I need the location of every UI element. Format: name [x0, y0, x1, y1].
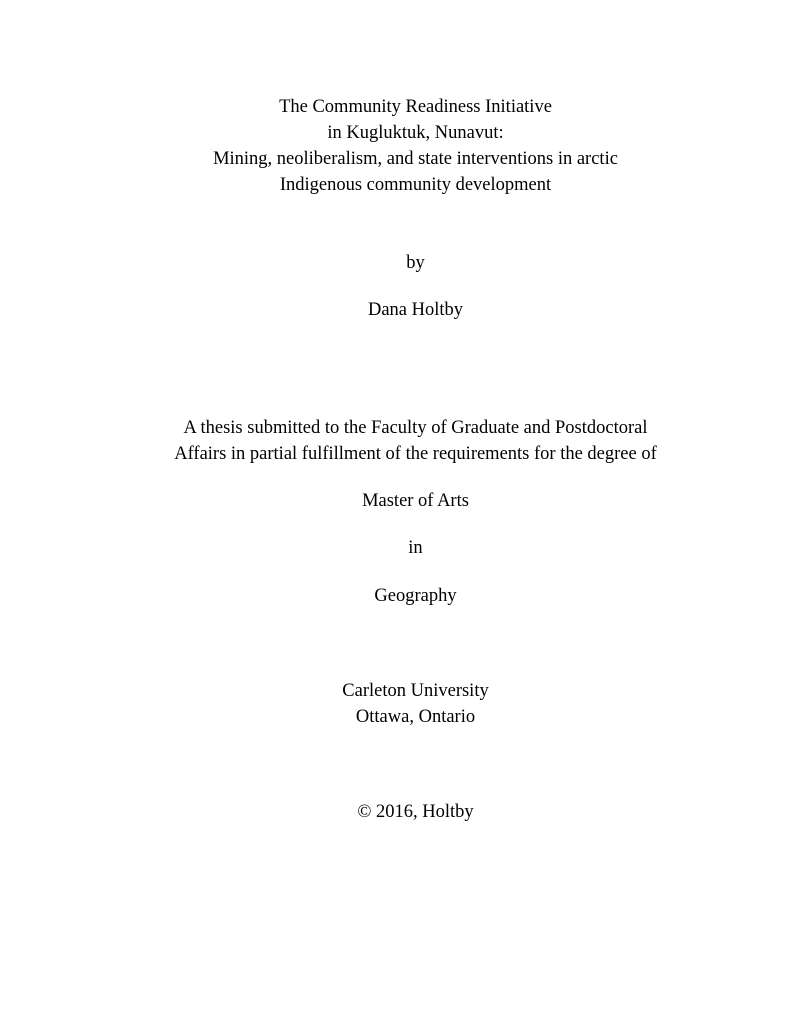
- thesis-title-line-4: Indigenous community development: [279, 175, 552, 195]
- submission-statement: [110, 415, 721, 467]
- university-location: Ottawa, Ontario: [355, 707, 476, 727]
- thesis-title-line-1: The Community Readiness Initiative: [279, 97, 552, 117]
- degree-in-label: in: [408, 538, 423, 558]
- submission-statement-line-2: Affairs in partial fulfillment of the requirements for the degree of: [174, 444, 657, 464]
- copyright-notice: © 2016, Holtby: [357, 802, 474, 822]
- thesis-title-line-3: Mining, neoliberalism, and state interventions in arctic: [213, 149, 618, 169]
- thesis-title: [110, 94, 721, 198]
- institution-block: [110, 678, 721, 730]
- author-name: Dana Holtby: [367, 300, 464, 320]
- thesis-title-line-2: in Kugluktuk, Nunavut:: [327, 123, 504, 143]
- byline-by-label: by: [406, 253, 425, 273]
- submission-statement-line-1: A thesis submitted to the Faculty of Graduate and Postdoctoral: [183, 418, 648, 438]
- degree-discipline: Geography: [374, 586, 457, 606]
- degree-name: Master of Arts: [362, 491, 469, 511]
- university-name: Carleton University: [342, 681, 489, 701]
